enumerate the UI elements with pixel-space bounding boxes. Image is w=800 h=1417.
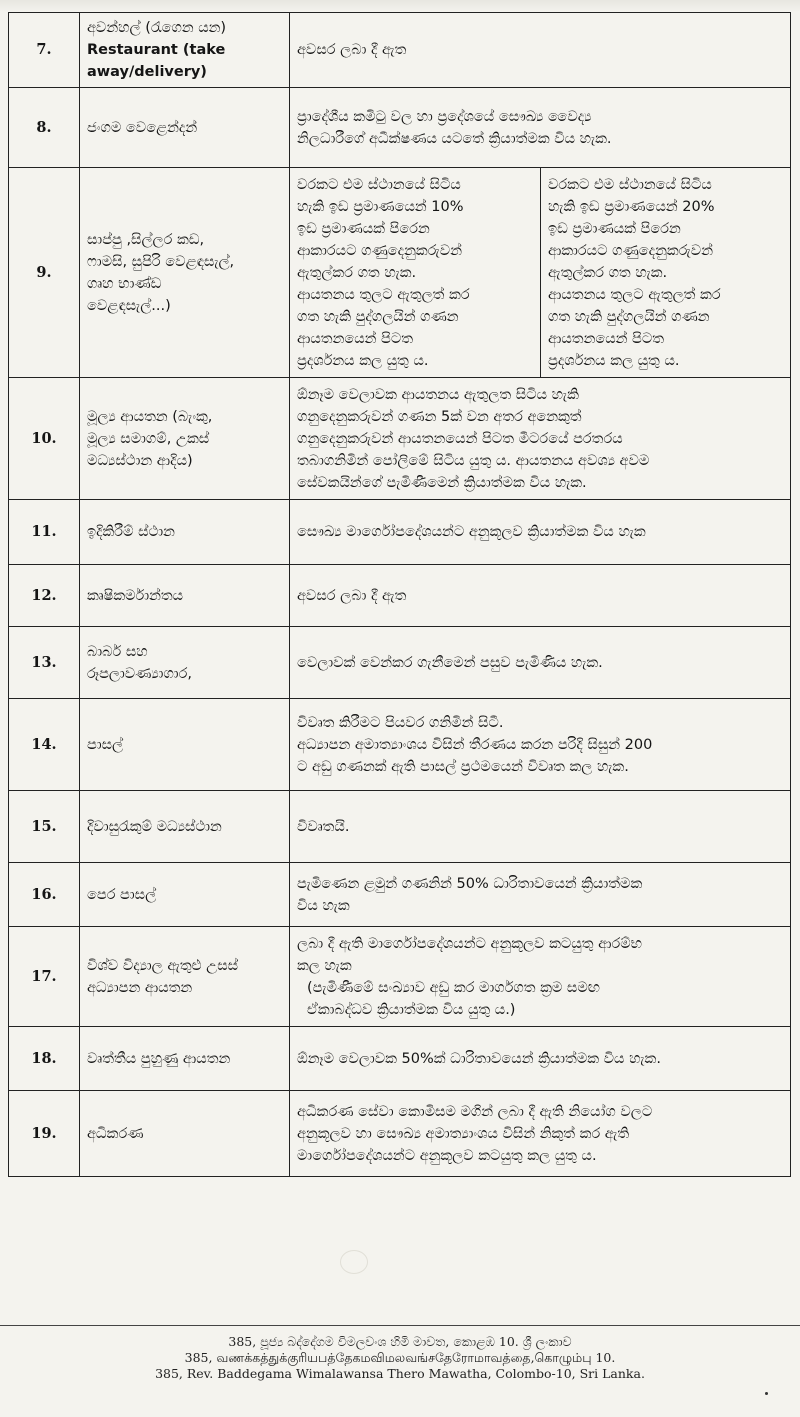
- category-cell: [80, 791, 290, 863]
- table-row: [9, 1091, 791, 1177]
- description-line: ආකාරයට ගණුදෙනුකරුවන්: [297, 242, 462, 259]
- description-line: ප්‍රදර්ශනය කල යුතු ය.: [297, 352, 429, 369]
- description-line: ඕනෑම වෙලාවක 50%ක් ධාරිතාවයෙන් ක්‍රියාත්මක විය හැක.: [297, 1050, 661, 1067]
- description-line: සේවකයින්ගේ පැමිණීමෙන් ක්‍රියාත්මක විය හැක.: [297, 474, 587, 491]
- row-number: 10.: [9, 378, 80, 500]
- description-line: සෞඛ්‍ය මාර්ගෝපදේශයන්ට අනුකූලව ක්‍රියාත්මක විය හැක: [297, 524, 646, 540]
- scan-edge: [0, 0, 800, 12]
- description-cell: [290, 13, 791, 88]
- category-line: ෆාමසි, සුපිරි වෙළඳසැල්,: [87, 253, 235, 270]
- description-line: ආයතනය තුලට ඇතුලත් කර: [297, 286, 470, 303]
- description-line: අනුකූලව හා සෞඛ්‍ය අමාත්‍යාංශය විසින් නිකුත් කර ඇති: [297, 1125, 630, 1142]
- description-line: ආයතනයෙන් පිටත: [297, 330, 414, 347]
- scan-dot: [765, 1392, 768, 1395]
- description-line: මාර්ගෝපදේශයන්ට අනුකූලව කටයුතු කල යුතු ය.: [297, 1147, 597, 1164]
- description-line: ලබා දී ඇති මාර්ගෝපදේශයන්ට අනුකූලව කටයුතු ආරම්භ: [297, 935, 643, 952]
- address-tamil: 385, வணக்கத்துக்குரியபத்தேகமவிமலவங்சதேரோமாவத்தை,கொழும்பு 10.: [184, 1350, 616, 1365]
- description-cell: [290, 1091, 791, 1177]
- description-line: ඇතුල්කර ගත හැක.: [297, 264, 417, 281]
- description-line: ට අඩු ගණනක් ඇති පාසල් ප්‍රථමයෙන් විවෘත කල හැක.: [297, 758, 629, 775]
- footer-divider: [0, 1325, 800, 1326]
- category-line: ජංගම වෙළෙන්දන්: [87, 119, 198, 136]
- description-line: ආකාරයට ගණුදෙනුකරුවන්: [548, 242, 713, 259]
- category-cell: [80, 627, 290, 699]
- description-cell: [290, 791, 791, 863]
- address-english: 385, Rev. Baddegama Wimalawansa Thero Mawatha, Colombo-10, Sri Lanka.: [155, 1366, 645, 1381]
- row-number: 17.: [9, 927, 80, 1027]
- row-number: 8.: [9, 88, 80, 168]
- table-row: [9, 927, 791, 1027]
- table-row: [9, 791, 791, 863]
- category-cell: [80, 565, 290, 627]
- description-cell: [290, 927, 791, 1027]
- table-row: [9, 627, 791, 699]
- description-line: ඕනෑම වෙලාවක ආයතනය ඇතුලත සිටිය හැකි: [297, 386, 579, 403]
- description-line: අවසර ලබා දී ඇත: [297, 587, 407, 604]
- scan-smudge: [340, 1250, 368, 1274]
- row-number: 19.: [9, 1091, 80, 1177]
- category-line: වෙළඳසැල්...): [87, 297, 171, 314]
- address-sinhala: 385, පූජ්‍ය බද්දේගම විමලවංශ හිමි මාවත, කොළඹ 10. ශ්‍රී ලංකාව: [228, 1334, 572, 1349]
- table-row: [9, 1027, 791, 1091]
- category-line: පෙර පාසල්: [87, 886, 157, 903]
- description-line: ආයතනය තුලට ඇතුලත් කර: [548, 286, 721, 303]
- row-number: 9.: [9, 168, 80, 378]
- category-cell: [80, 1091, 290, 1177]
- row-number: 11.: [9, 500, 80, 565]
- category-line: වෘත්තීය පුහුණු ආයතන: [87, 1050, 231, 1067]
- description-cell: [290, 88, 791, 168]
- row-number: 15.: [9, 791, 80, 863]
- description-line: ඒකාබද්ධව ක්‍රියාත්මක විය යුතු ය.): [307, 1001, 516, 1018]
- category-line: away/delivery): [87, 64, 207, 80]
- description-line: ඉඩ ප්‍රමාණයක් පිරෙන: [548, 220, 681, 237]
- description-line: ගත හැකි පුද්ගලයින් ගණන: [297, 308, 459, 325]
- category-line: කෘෂිකර්මාන්තය: [87, 587, 184, 604]
- category-cell: [80, 699, 290, 791]
- category-line: දිවාසුරැකුම් මධ්‍යස්ථාන: [87, 818, 222, 835]
- description-line: තබාගනිමින් පෝලිමේ සිටිය යුතු ය. ආයතනය අවශ්‍ය අවම: [297, 452, 650, 469]
- row-number: 7.: [9, 13, 80, 88]
- category-cell: [80, 500, 290, 565]
- row-number: 18.: [9, 1027, 80, 1091]
- row-number: 14.: [9, 699, 80, 791]
- description-line: හැකි ඉඩ ප්‍රමාණයෙන් 20%: [548, 198, 715, 215]
- row-number: 12.: [9, 565, 80, 627]
- category-line: සාප්පු ,සිල්ලර කඩ,: [87, 231, 205, 248]
- description-line: ගනුදෙනුකරුවන් ගණන 5ක් වන අතර අනෙකුත්: [297, 408, 582, 425]
- category-cell: [80, 88, 290, 168]
- category-cell: [80, 13, 290, 88]
- description-cell: [290, 627, 791, 699]
- description-line: ගනුදෙනුකරුවන් ආයතනයෙන් පිටත මීටරයේ පරතරය: [297, 430, 623, 447]
- category-line: බාබර් සහ: [87, 643, 148, 660]
- description-line: හැකි ඉඩ ප්‍රමාණයෙන් 10%: [297, 198, 464, 215]
- description-line: ඉඩ ප්‍රමාණයක් පිරෙන: [297, 220, 430, 237]
- description-line: පැමිණෙන ළමුන් ගණනින් 50% ධාරිතාවයෙන් ක්‍රියාත්මක: [297, 875, 643, 892]
- category-line: Restaurant (take: [87, 42, 226, 58]
- description-line: ගත හැකි පුද්ගලයින් ගණන: [548, 308, 710, 325]
- category-line: අධිකරණ: [87, 1125, 144, 1142]
- description-line: විය හැක: [297, 897, 350, 914]
- description-line: වෙලාවක් වෙන්කර ගැනීමෙන් පසුව පැමිණිය හැක.: [297, 654, 603, 671]
- description-line: නිලධාරීගේ අධීක්ෂණය යටතේ ක්‍රියාත්මක විය හැක.: [297, 130, 612, 147]
- description-right-cell: [541, 168, 791, 378]
- description-cell: [290, 699, 791, 791]
- category-cell: [80, 1027, 290, 1091]
- category-line: අවන්හල් (රැගෙන යන): [87, 20, 227, 36]
- description-line: අධිකරණ සේවා කොමිසම මගින් ලබා දී ඇති නියෝග වලට: [297, 1103, 653, 1120]
- table-row: [9, 863, 791, 927]
- category-cell: [80, 927, 290, 1027]
- guidelines-table: [8, 12, 791, 1177]
- description-line: ප්‍රාදේශීය කමිටු වල හා ප්‍රදේශයේ සෞඛ්‍ය වෛද්‍ය: [297, 108, 592, 125]
- category-line: ගෘහ භාණ්ඩ: [87, 275, 162, 292]
- table-row: [9, 699, 791, 791]
- description-line: වරකට එම ස්ථානයේ සිටිය: [548, 176, 712, 193]
- description-cell: [290, 1027, 791, 1091]
- row-number: 16.: [9, 863, 80, 927]
- description-line: කල හැක: [297, 957, 352, 974]
- category-line: රූපලාවණ්‍යාගාර,: [87, 665, 192, 682]
- table-row: [9, 565, 791, 627]
- description-cell: [290, 863, 791, 927]
- description-line: අවසර ලබා දී ඇත: [297, 42, 407, 58]
- description-line: ඇතුල්කර ගත හැක.: [548, 264, 668, 281]
- category-line: මධ්‍යස්ථාන ආදිය): [87, 452, 193, 469]
- description-line: විවෘතයි.: [297, 818, 350, 835]
- description-line: අධ්‍යාපන අමාත්‍යාංශය විසින් තීරණය කරන පරිදි සිසුන් 200: [297, 736, 653, 753]
- category-cell: [80, 378, 290, 500]
- description-cell: [290, 378, 791, 500]
- category-line: පාසල්: [87, 736, 124, 753]
- category-line: අධ්‍යාපන ආයතන: [87, 979, 193, 996]
- category-cell: [80, 168, 290, 378]
- description-line: විවෘත කිරීමට පියවර ගනිමින් සිටී.: [297, 714, 504, 731]
- category-cell: [80, 863, 290, 927]
- description-cell: [290, 500, 791, 565]
- category-line: මූල්‍ය ආයතන (බැංකු,: [87, 408, 213, 425]
- category-line: මූල්‍ය සමාගම්, උකස්: [87, 430, 210, 447]
- description-line: ආයතනයෙන් පිටත: [548, 330, 665, 347]
- table-row: [9, 168, 791, 378]
- row-number: 13.: [9, 627, 80, 699]
- table-row: [9, 378, 791, 500]
- description-line: ප්‍රදර්ශනය කල යුතු ය.: [548, 352, 680, 369]
- description-cell: [290, 565, 791, 627]
- table-row: [9, 500, 791, 565]
- table-row: [9, 88, 791, 168]
- description-left-cell: [290, 168, 541, 378]
- description-line: වරකට එම ස්ථානයේ සිටිය: [297, 176, 461, 193]
- category-line: ඉදිකිරීම් ස්ථාන: [87, 524, 175, 540]
- address-footer: [0, 1334, 800, 1382]
- description-line: (පැමිණීමේ සංඛ්‍යාව අඩු කර මාර්ගගත ක්‍රම සමඟ: [307, 979, 600, 996]
- category-line: විශ්ව විද්‍යාල ඇතුළු උසස්: [87, 957, 239, 974]
- table-row: [9, 13, 791, 88]
